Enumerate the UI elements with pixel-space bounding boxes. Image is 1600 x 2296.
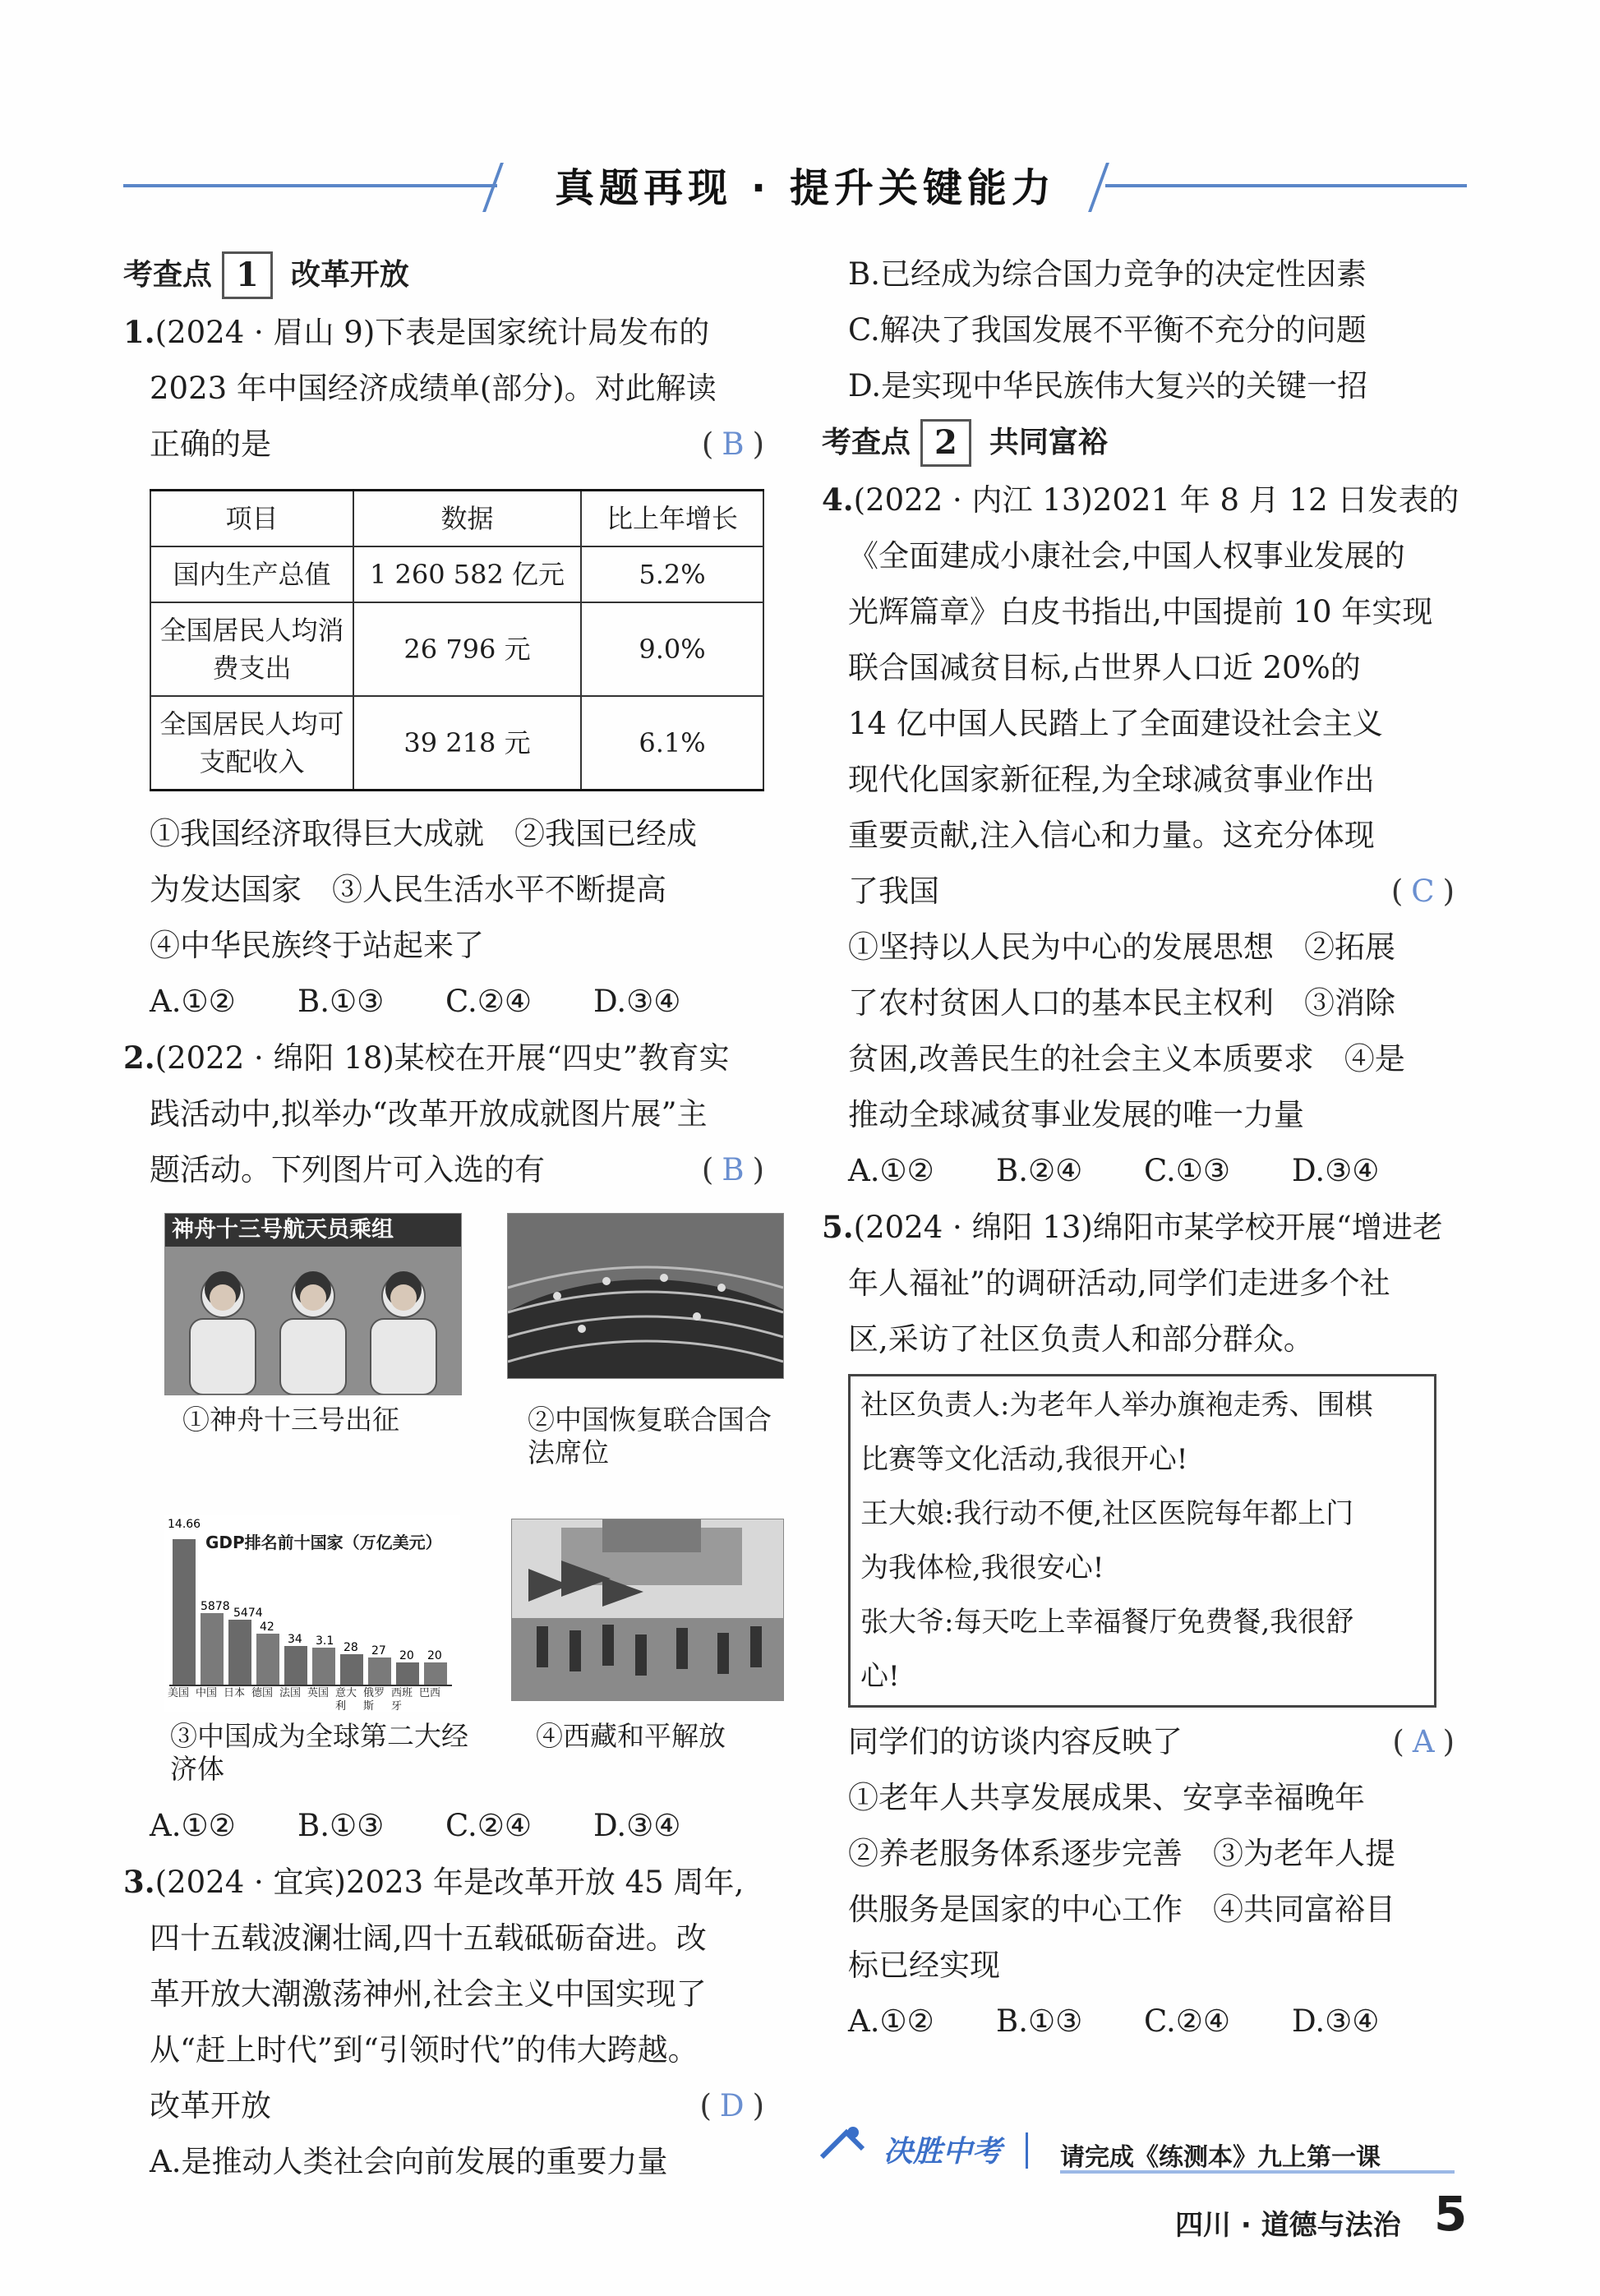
options-4: A.①② B.②④ C.①③ D.③④ (848, 1153, 1380, 1188)
tibet-illustration (512, 1519, 783, 1700)
question-4: 4.(2022 · 内江 13)2021 年 8 月 12 日发表的 《全面建成小康社会,中国人权事业发展的 光辉篇章》白皮书指出,中国提前 10 年实现 联合国减贫目标,占世界人口近 20%的 14 亿中国人民踏上了全面建设社会主义 现代化国家新征程,为全球减贫事业作出 重要贡献,注入信心和力量。这充分体现 了我国 (C) ①坚持以人民为中心的发展思想 ②拓展 了农村贫困人口的基本民主权利 ③消除 贫困,改善民生的社会主义本质要求 ④是 推动全球减贫事业发展的唯一力量 A.①② B.②④ C.①③ D.③④ (822, 472, 1463, 1199)
question-5: 5.(2024 · 绵阳 13)绵阳市某学校开展“增进老 年人福祉”的调研活动,同学们走进多个社 区,采访了社区负责人和部分群众。 社区负责人:为老年人举办旗袍走秀、围棋 比赛等文化活动,我很开心! 王大娘:我行动不便,社区医院每年都上门 为我体检,我很安心! 张大爷:每天吃上幸福餐厅免费餐,我很舒 心! 同学们的访谈内容反映了 (A) ①老年人共享发展成果、安享幸福晚年 ②养老服务体系逐步完善 ③为老年人提 供服务是国家的中心工作 ④共同富裕目 标已经实现 A.①② B.①③ C.②④ D.③④ (822, 1199, 1463, 2049)
brand-logo: 决胜中考 (883, 2135, 1003, 2169)
footer-divider (1026, 2132, 1028, 2169)
options-1: A.①② B.①③ C.②④ D.③④ (150, 984, 681, 1019)
svg-text:20: 20 (399, 1649, 414, 1662)
caption-1: ①神舟十三号出征 (182, 1404, 399, 1436)
answer-3: (D) (699, 2088, 772, 2123)
svg-text:20: 20 (427, 1649, 442, 1662)
header-rule-left (123, 184, 497, 187)
caption-3: ③中国成为全球第二大经济体 (170, 1720, 468, 1785)
gdp-chart-image: GDP排名前十国家（万亿美元） 14.66 5878 5474 42 34 3.1 28 27 20 20 美国 中国 日本 德国 法国 英国 意大利 俄罗斯 西班牙 巴西 (164, 1515, 460, 1712)
svg-text:42: 42 (260, 1621, 274, 1634)
svg-text:34: 34 (288, 1633, 302, 1646)
header-rule-right (1105, 184, 1467, 187)
question-3: 3.(2024 · 宜宾)2023 年是改革开放 45 周年, 四十五载波澜壮阔,四十五载砥砺奋进。改 革开放大潮激荡神州,社会主义中国实现了 从“赶上时代”到“引领时代”的伟大跨越。 改革开放 (D) A.是推动人类社会向前发展的重要力量 (123, 1864, 772, 2179)
tibet-photo (511, 1519, 784, 1701)
answer-4: (C) (1390, 874, 1463, 909)
assembly-illustration (508, 1214, 783, 1378)
gdp-bars (164, 1515, 460, 1712)
svg-text:14.66: 14.66 (168, 1518, 201, 1531)
svg-text:3.1: 3.1 (316, 1634, 334, 1648)
astronauts-photo: 神舟十三号航天员乘组 (164, 1213, 462, 1395)
left-column (123, 247, 772, 2190)
caption-4: ④西藏和平解放 (536, 1720, 726, 1752)
interview-box: 社区负责人:为老年人举办旗袍走秀、围棋 比赛等文化活动,我很开心! 王大娘:我行动不便,社区医院每年都上门 为我体检,我很安心! 张大爷:每天吃上幸福餐厅免费餐,我很舒 心! (848, 1374, 1436, 1708)
options-5: A.①② B.①③ C.②④ D.③④ (848, 2003, 1380, 2039)
gdp-country-labels: 美国 中国 日本 德国 法国 英国 意大利 俄罗斯 西班牙 巴西 (168, 1687, 441, 1713)
astronauts-illustration (165, 1247, 461, 1395)
svg-text:28: 28 (344, 1641, 358, 1654)
options-2: A.①② B.①③ C.②④ D.③④ (150, 1808, 681, 1843)
picture-grid (150, 1198, 772, 1798)
footer-instruction: 请完成《练测本》九上第一课 (1060, 2143, 1381, 2172)
section-2-heading: 考查点 2 共同富裕 (822, 414, 1463, 472)
region-subject: 四川 · 道德与法治 (1175, 2209, 1401, 2242)
caption-2: ②中国恢复联合国合法席位 (528, 1404, 772, 1468)
right-column: B.已经成为综合国力竞争的决定性因素 C.解决了我国发展不平衡不充分的问题 D.是实现中华民族伟大复兴的关键一招 考查点 2 共同富裕 4.(2022 · 内江 13)2021 年 8 月 12 日发表的 《全面建成小康社会,中国人权事业发展的 光辉篇章》白皮书指出,中国提前 10 年实现 联合国减贫目标,占世界人口近 20%的 14 亿中国人民踏上了全面建设社会主义 现代化国家新征程,为全球减贫事业作出 重要贡献,注入信心和力量。这充分体现 了我国 (C) ①坚持以人民为中心的发展思想 ②拓展 了农村贫困人口的基本民主权利 ③消除 贫困,改善民生的社会主义本质要求 ④是 推动全球减贫事业发展的唯一力量 A.①② B.②④ C.①③ D.③④ 5.(2024 · 绵阳 13)绵阳市某学校开展“增进老 年人福祉”的调研活动,同学们走进多个社 区,采访了社区负责人和部分群众。 社区负责人:为老年人举办旗袍走秀、围棋 比赛等文化活动,我很开心! 王大娘:我行动不便,社区医院每年都上门 为我体检,我很安心! 张大爷:每天吃上幸福餐厅免费餐,我很舒 心! 同学们的访谈内容反映了 (A) ①老年人共享发展成果、安享幸福晚年 ②养老服务体系逐步完善 ③为老年人提 供服务是国家的中心工作 ④共同富裕目 标已经实现 A.①② B.①③ C.②④ D.③④ (822, 247, 1463, 2049)
page-title: 真题再现 · 提升关键能力 (555, 165, 1056, 211)
header-slash-left (482, 163, 504, 212)
un-assembly-photo (507, 1213, 784, 1379)
section-1-heading: 考查点 1 改革开放 (123, 247, 772, 304)
svg-text:5474: 5474 (233, 1607, 263, 1620)
answer-1: (B) (701, 426, 772, 462)
svg-text:27: 27 (371, 1644, 386, 1657)
question-2: 2.(2022 · 绵阳 18)某校在开展“四史”教育实 践活动中,拟举办“改革开放成就图片展”主 题活动。下列图片可入选的有 (B) 神舟十三号航天员乘组 ①神舟十三号出征 ②中国恢复联合国合法席位 GDP排名前十国家（万亿美元） 14.66 5878 5474 42 34 3.1 28 27 20 20 美国 中国 日本 德国 法国 英国 意大利 俄罗斯 西班牙 巴西 ③中国成为全球第二大经济体 ④西藏和平解放 A.①② B.①③ C.②④ D.③④ (123, 1030, 772, 1854)
page-number: 5 (1434, 2186, 1468, 2242)
question-1: 1.(2024 · 眉山 9)下表是国家统计局发布的 2023 年中国经济成绩单(部分)。对此解读 正确的是 (B) 项目 数据 比上年增长 国内生产总值 1 260 582 亿元 5.2% 全国居民人均消费支出 26 796 元 9.0% 全国居民人均可支配收入 39 218 元 6.1% ①我国经济取得巨大成就 ②我国已经成 为发达国家 ③人民生活水平不断提高 ④中华民族终于站起来了 A.①② B.①③ C.②④ D.③④ (123, 304, 772, 1030)
economy-table: 项目 数据 比上年增长 国内生产总值 1 260 582 亿元 5.2% 全国居民人均消费支出 26 796 元 9.0% 全国居民人均可支配收入 39 218 元 6.1% (150, 489, 764, 791)
answer-5: (A) (1392, 1724, 1463, 1759)
answer-2: (B) (701, 1152, 772, 1187)
svg-text:5878: 5878 (201, 1600, 230, 1613)
